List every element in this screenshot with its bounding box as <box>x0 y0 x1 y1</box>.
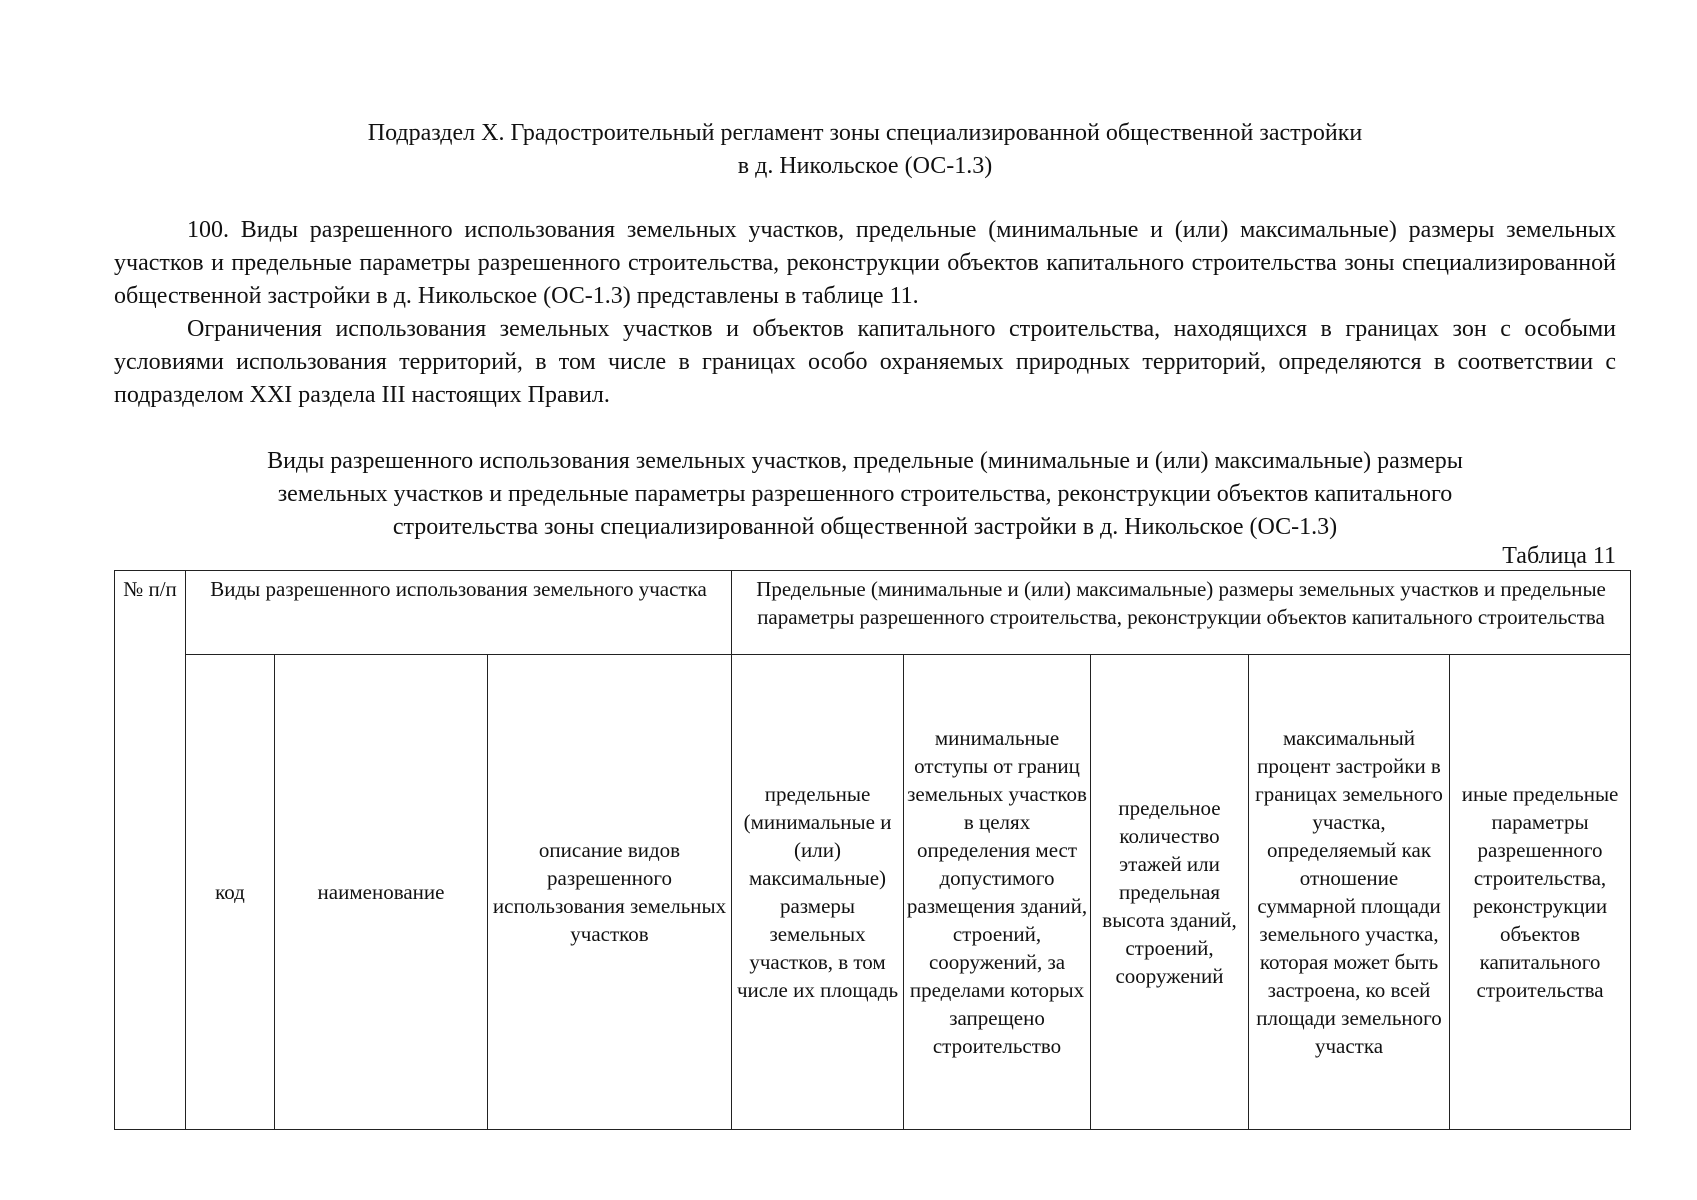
header-code: код <box>186 655 275 1130</box>
header-name: наименование <box>275 655 488 1130</box>
paragraph-100: 100. Виды разрешенного использования земельных участков, предельные (минимальные и (или) максимальные) размеры земельных участков и предельные параметры разрешенного строительства, реконструкции объектов капитального строительства зоны специализированной общественной застройки в д. Никольское (ОС-1.3) представлены в таблице 11. <box>114 217 1616 309</box>
table-label: Таблица 11 <box>1502 543 1616 569</box>
paragraph-restrictions: Ограничения использования земельных участков и объектов капитального строительства, находящихся в границах зон с особыми условиями использования территорий, в том числе в границах особо охраняемых природных территорий, определяются в соответствии с подразделом XXI раздела III настоящих Правил. <box>114 316 1616 408</box>
subsection-title-line-2: в д. Никольское (ОС-1.3) <box>737 153 993 179</box>
header-coverage: максимальный процент застройки в границах земельного участка, определяемый как отношение суммарной площади земельного участка, которая может быть застроена, ко всей площади земельного участка <box>1249 655 1450 1130</box>
table-header-row-1 <box>115 571 1631 655</box>
table-header-row-2 <box>115 655 1631 1130</box>
header-setbacks: минимальные отступы от границ земельных участков в целях определения мест допустимого размещения зданий, строений, сооружений, за пределами которых запрещено строительство <box>904 655 1091 1130</box>
header-other: иные предельные параметры разрешенного строительства, реконструкции объектов капитального строительства <box>1450 655 1631 1130</box>
header-description: описание видов разрешенного использования земельных участков <box>488 655 732 1130</box>
table-title-line-3: строительства зоны специализированной общественной застройки в д. Никольское (ОС-1.3) <box>392 514 1338 540</box>
header-plot-size: предельные (минимальные и (или) максимальные) размеры земельных участков, в том числе их площадь <box>732 655 904 1130</box>
subsection-title-line-1: Подраздел X. Градостроительный регламент зоны специализированной общественной застройки <box>367 120 1363 146</box>
header-group-limits: Предельные (минимальные и (или) максимальные) размеры земельных участков и предельные параметры разрешенного строительства, реконструкции объектов капитального строительства <box>732 571 1631 655</box>
table-title-line-2: земельных участков и предельные параметры разрешенного строительства, реконструкции объектов капитального <box>277 481 1453 507</box>
subsection-title <box>114 117 1616 183</box>
header-floors: предельное количество этажей или предельная высота зданий, строений, сооружений <box>1091 655 1249 1130</box>
regulation-table <box>114 570 1631 1130</box>
header-group-land-use: Виды разрешенного использования земельного участка <box>186 571 732 655</box>
table-title <box>114 445 1616 544</box>
table-title-line-1: Виды разрешенного использования земельных участков, предельные (минимальные и (или) максимальные) размеры <box>267 448 1463 474</box>
header-number: № п/п <box>115 571 186 1130</box>
